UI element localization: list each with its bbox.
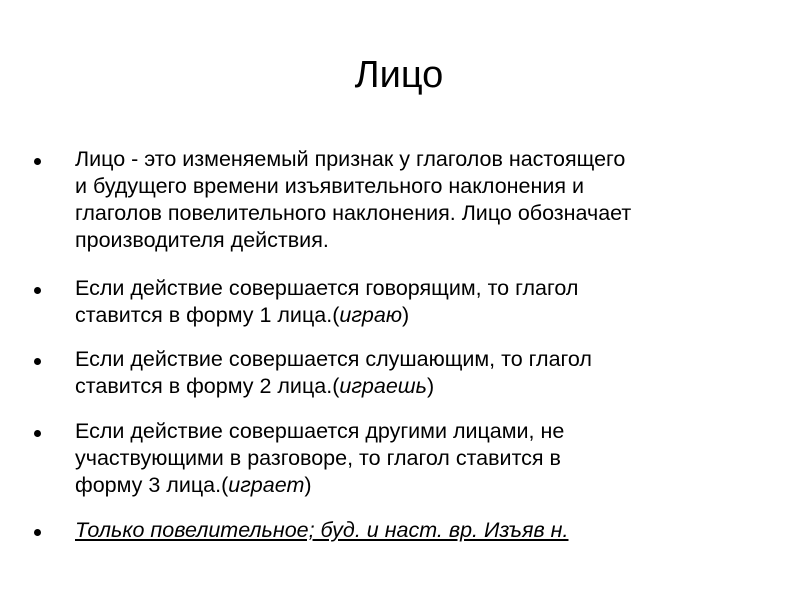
bullet-line xyxy=(75,302,775,329)
bullet-line: Если действие совершается другими лицами, не xyxy=(75,419,565,443)
example-verb: играю xyxy=(339,303,403,327)
bullet-line-prefix: форму 3 лица.( xyxy=(75,473,229,497)
bullet-text xyxy=(75,146,775,254)
bullet-line-suffix: ) xyxy=(426,374,435,398)
example-verb: играет xyxy=(228,473,305,497)
bullet-dot-icon xyxy=(34,430,41,437)
bullet-text xyxy=(75,517,775,544)
bullet-dot-icon xyxy=(34,158,41,165)
bullet-line xyxy=(75,472,775,499)
bullet-dot-icon xyxy=(34,287,41,294)
underlined-note: Только повелительное; буд. и наст. вр. Изъяв н. xyxy=(75,518,569,542)
bullet-line: Если действие совершается говорящим, то глагол xyxy=(75,276,579,300)
bullet-text xyxy=(75,346,775,400)
bullet-line: производителя действия. xyxy=(75,228,329,252)
bullet-line-suffix: ) xyxy=(402,303,410,327)
bullet-dot-icon xyxy=(34,358,41,365)
bullet-line-prefix: ставится в форму 1 лица.( xyxy=(75,303,340,327)
bullet-text xyxy=(75,418,775,499)
bullet-line-prefix: ставится в форму 2 лица.( xyxy=(75,374,340,398)
bullet-line: глаголов повелительного наклонения. Лицо обозначает xyxy=(75,201,632,225)
bullet-line: Лицо - это изменяемый признак у глаголов настоящего xyxy=(75,147,626,171)
example-verb: играешь xyxy=(339,374,427,398)
bullet-line: участвующими в разговоре, то глагол ставится в xyxy=(75,446,561,470)
bullet-line: и будущего времени изъявительного наклонения и xyxy=(75,174,584,198)
bullet-text xyxy=(75,275,775,329)
bullet-dot-icon xyxy=(34,529,41,536)
bullet-line xyxy=(75,373,775,400)
bullet-line: Если действие совершается слушающим, то глагол xyxy=(75,347,592,371)
slide-title: Лицо xyxy=(354,54,444,96)
bullet-line-suffix: ) xyxy=(304,473,312,497)
